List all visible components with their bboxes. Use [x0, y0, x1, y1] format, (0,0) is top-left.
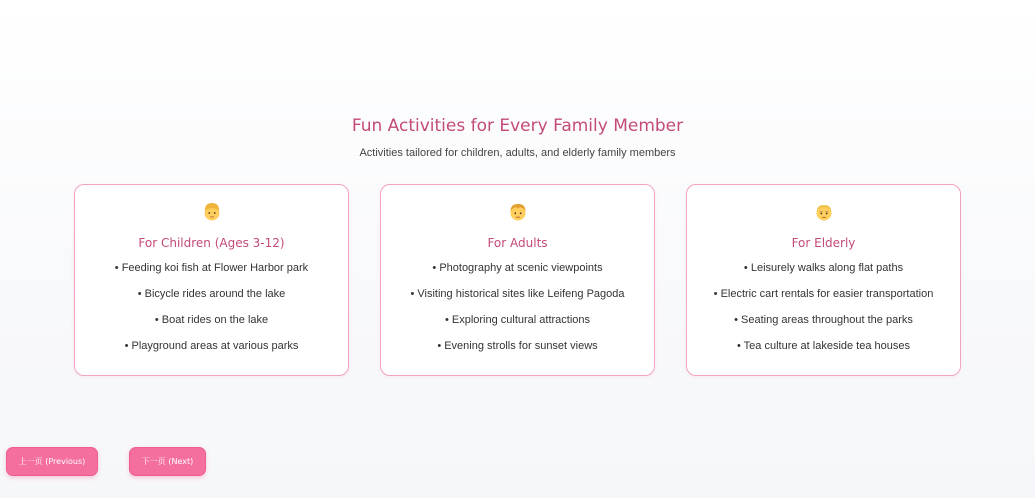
card-title: For Children (Ages 3-12) — [138, 236, 285, 250]
list-item: • Tea culture at lakeside tea houses — [736, 340, 911, 352]
adult-face-icon — [381, 201, 654, 223]
card-title: For Elderly — [791, 236, 856, 250]
list-item: • Exploring cultural attractions — [444, 314, 591, 326]
list-item: • Playground areas at various parks — [124, 340, 299, 352]
previous-button[interactable]: 上一页 (Previous) — [6, 447, 98, 476]
activity-card-elderly — [686, 184, 961, 376]
activity-card-adults — [380, 184, 655, 376]
activity-list — [687, 262, 960, 366]
list-item: • Boat rides on the lake — [154, 314, 269, 326]
child-face-icon — [75, 201, 348, 223]
list-item: • Leisurely walks along flat paths — [743, 262, 904, 274]
card-title: For Adults — [487, 236, 548, 250]
next-button[interactable]: 下一页 (Next) — [129, 447, 206, 476]
list-item: • Electric cart rentals for easier transportation — [713, 288, 934, 300]
list-item: • Photography at scenic viewpoints — [432, 262, 603, 274]
activity-card-children — [74, 184, 349, 376]
elderly-face-icon — [687, 201, 960, 223]
list-item: • Bicycle rides around the lake — [137, 288, 286, 300]
activity-list — [381, 262, 654, 366]
section-title: Fun Activities for Every Family Member — [351, 116, 684, 136]
section-subtitle: Activities tailored for children, adults, and elderly family members — [359, 147, 676, 159]
list-item: • Visiting historical sites like Leifeng Pagoda — [410, 288, 625, 300]
activity-list — [75, 262, 348, 366]
list-item: • Evening strolls for sunset views — [437, 340, 598, 352]
list-item: • Feeding koi fish at Flower Harbor park — [114, 262, 309, 274]
list-item: • Seating areas throughout the parks — [734, 314, 913, 326]
